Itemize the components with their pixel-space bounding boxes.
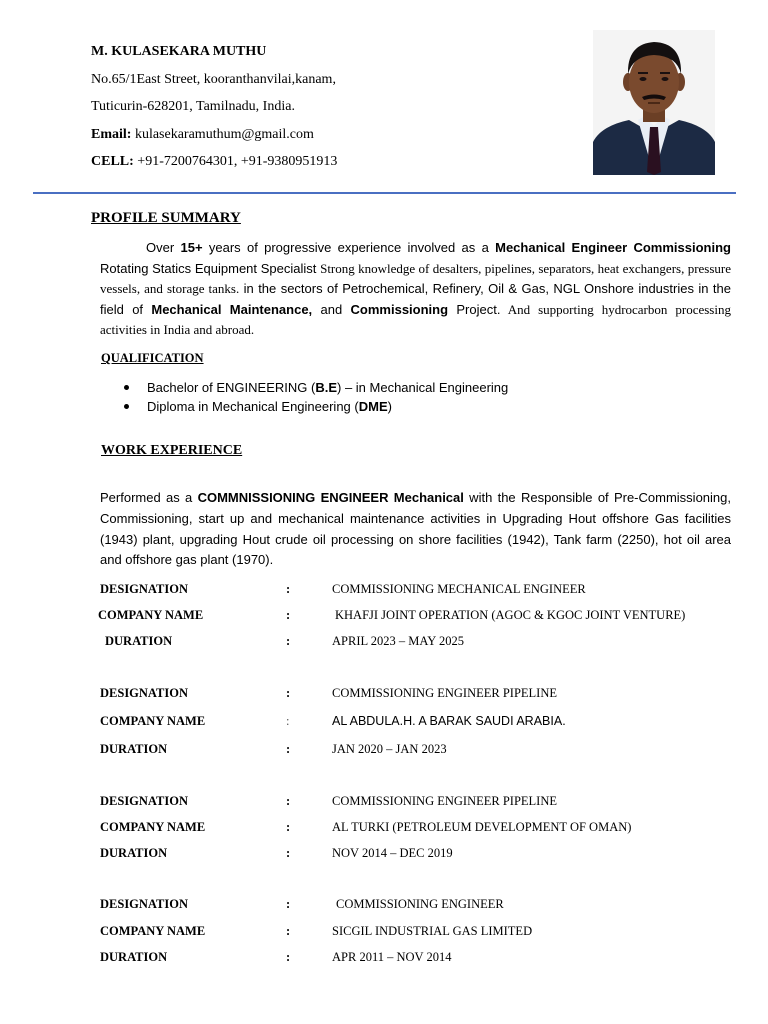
job-designation: COMMISSIONING ENGINEER [336, 897, 504, 911]
header-divider [33, 192, 736, 194]
job-4-duration-row: DURATION : APR 2011 – NOV 2014 [100, 950, 452, 964]
job-company: SICGIL INDUSTRIAL GAS LIMITED [332, 924, 533, 938]
job-company: KHAFJI JOINT OPERATION (AGOC & KGOC JOINT VENTURE) [335, 608, 686, 622]
list-item: Bachelor of ENGINEERING (B.E) – in Mechanical Engineering [122, 378, 508, 397]
job-2-company-row: COMPANY NAME : AL ABDULA.H. A BARAK SAUDI ARABIA. [100, 714, 566, 728]
address-line-2: Tuticurin-628201, Tamilnadu, India. [91, 99, 295, 114]
job-company: AL ABDULA.H. A BARAK SAUDI ARABIA. [332, 714, 566, 728]
list-item: Diploma in Mechanical Engineering (DME) [122, 397, 508, 416]
work-experience-summary: Performed as a COMMNISSIONING ENGINEER Mechanical with the Responsible of Pre-Commissioning, Commissioning, start up and mechanical maintenance activities in Upgrading Hout offshore Gas facilities (1943) plant, upgrading Hout crude oil processing on shore facilities (1942), Tank farm (2250), hot oil area and offshore gas plant (1970). [100, 490, 731, 568]
job-designation: COMMISSIONING MECHANICAL ENGINEER [332, 582, 586, 596]
job-duration: APRIL 2023 – MAY 2025 [332, 634, 464, 648]
profile-photo [593, 30, 715, 175]
job-2-designation-row: DESIGNATION : COMMISSIONING ENGINEER PIPELINE [100, 686, 557, 700]
email-label: Email: [91, 126, 132, 142]
job-1-designation-row: DESIGNATION : COMMISSIONING MECHANICAL ENGINEER [100, 582, 586, 596]
profile-summary-text: Over 15+ years of progressive experience involved as a Mechanical Engineer Commissioning Rotating Statics Equipment Specialist Strong knowledge of desalters, pipelines, separators, heat exchangers, pressure vessels, and storage tanks. in the sectors of Petrochemical, Refinery, Oil & Gas, NGL Onshore industries in the field of Mechanical Maintenance, and Commissioning Project. And supporting hydrocarbon processing activities in India and abroad. [100, 240, 732, 338]
cell-label: CELL: [91, 154, 134, 169]
email-line [91, 125, 337, 153]
job-designation: COMMISSIONING ENGINEER PIPELINE [332, 686, 557, 700]
profile-summary-heading: PROFILE SUMMARY [91, 210, 241, 226]
job-1-duration-row: DURATION : APRIL 2023 – MAY 2025 [105, 634, 464, 648]
cell-value: +91-7200764301, +91-9380951913 [137, 154, 338, 169]
job-duration: JAN 2020 – JAN 2023 [332, 742, 447, 756]
job-3-company-row: COMPANY NAME : AL TURKI (PETROLEUM DEVELOPMENT OF OMAN) [100, 820, 632, 834]
job-designation: COMMISSIONING ENGINEER PIPELINE [332, 794, 557, 808]
qualification-list [122, 378, 508, 416]
contact-header [91, 42, 337, 180]
candidate-name: M. KULASEKARA MUTHU [91, 44, 267, 59]
address-line-1: No.65/1East Street, kooranthanvilai,kanam, [91, 71, 336, 87]
cell-line [91, 152, 337, 180]
job-3-designation-row: DESIGNATION : COMMISSIONING ENGINEER PIPELINE [100, 794, 557, 808]
job-duration: NOV 2014 – DEC 2019 [332, 846, 453, 860]
job-3-duration-row: DURATION : NOV 2014 – DEC 2019 [100, 846, 453, 860]
qualification-heading: QUALIFICATION [101, 351, 204, 365]
job-2-duration-row: DURATION : JAN 2020 – JAN 2023 [100, 742, 447, 756]
job-4-company-row: COMPANY NAME : SICGIL INDUSTRIAL GAS LIMITED [100, 924, 533, 938]
job-4-designation-row: DESIGNATION : COMMISSIONING ENGINEER [100, 897, 504, 911]
job-duration: APR 2011 – NOV 2014 [332, 950, 452, 964]
job-1-company-row: COMPANY NAME : KHAFJI JOINT OPERATION (AGOC & KGOC JOINT VENTURE) [98, 608, 686, 622]
job-company: AL TURKI (PETROLEUM DEVELOPMENT OF OMAN) [332, 820, 632, 834]
email-value: kulasekaramuthum@gmail.com [134, 126, 314, 142]
portrait-image [593, 30, 715, 175]
work-experience-heading: WORK EXPERIENCE [101, 443, 243, 458]
